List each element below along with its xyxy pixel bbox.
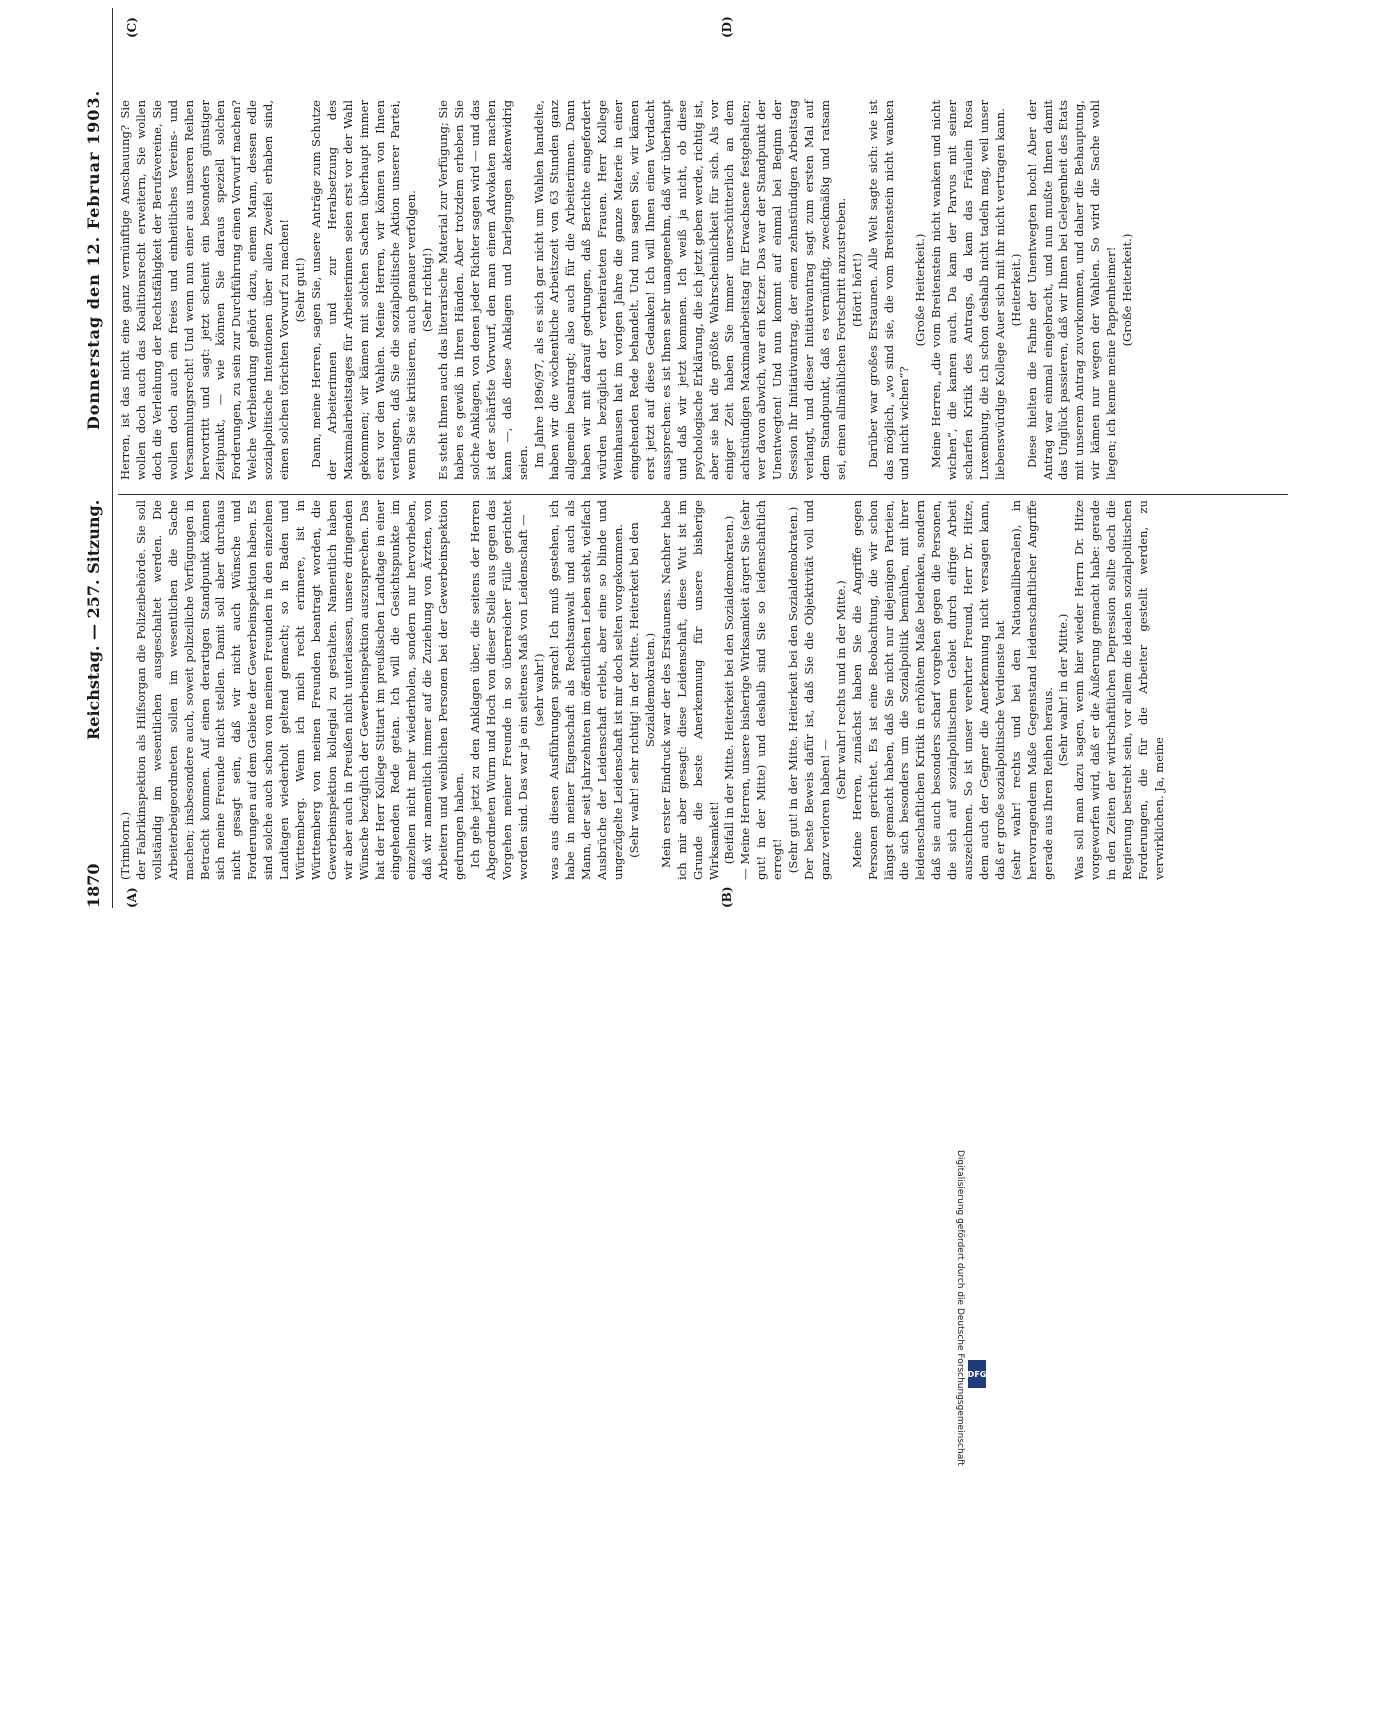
paragraph: (Sehr richtig!) (420, 247, 435, 333)
paragraph: Der beste Beweis dafür ist, daß Sie die Objektivität voll und ganz verloren haben! — (801, 500, 832, 880)
column-divider (118, 494, 1288, 495)
paragraph: (sehr wahr!) (531, 653, 546, 727)
paragraph: (Große Heiterkeit.) (913, 233, 928, 347)
paragraph: (Sehr gut!) (292, 257, 307, 323)
page-header (84, 0, 110, 1000)
header-left-title: Reichstag. — 257. Sitzung. (84, 499, 103, 740)
paragraph: (Große Heiterkeit.) (1120, 233, 1135, 347)
paragraph: (Sehr wahr! in der Mitte.) (1056, 613, 1071, 767)
paragraph: Im Jahre 1896/97, als es sich gar nicht um Wahlen handelte, haben wir die wöchentliche Arbeitszeit von 63 Stunden ganz allgemein beantragt; also auch für die Arbeiterinnen. Dann haben wir mit darauf gedrungen, daß Berichte eingefordert würden bezüglich der verheirateten Frauen. Herr Kollege Weinhausen hat im vorigen Jahre die ganze Materie in einer eingehenden Rede behandelt. Und nun sagen Sie, wir kämen erst jetzt auf diese Gedanken! Ich will Ihnen einen Verdacht aussprechen: es ist Ihnen sehr unangenehm, daß wir überhaupt und daß wir jetzt kommen. Ich weiß ja nicht, ob diese psychologische Erklärung, die ich jetzt geben werde, richtig ist, aber sie hat die größte Wahrscheinlichkeit für sich. Als vor einiger Zeit haben Sie immer unerschütterlich an dem achtstündigen Maximalarbeitstag für Erwachsene festgehalten; wer davon abwich, war ein Ketzer. Das war der Standpunkt der Unentwegten! Und nun kommt auf einmal bei Beginn der Session Ihr Initiativantrag, der einen zehnstündigen Arbeitstag verlangt, und dieser Initiativantrag sagt zum ersten Mal auf dem Standpunkt, daß es vernünftig, zweckmäßig und ratsam sei, einen allmählichen Fortschritt anzustreben. (531, 100, 848, 480)
margin-marker-b: (B) (720, 886, 734, 908)
paragraph: was aus diesen Ausführungen sprach! Ich muß gestehen, ich habe in meiner Eigenschaft als Rechtsanwalt und auch als Mann, der seit Jahrzehnten im öffentlichen Leben steht, vielfach Ausbrüche der Leidenschaft erlebt, aber eine so blinde und ungezügelte Leidenschaft ist mir doch selten vorgekommen. (547, 500, 626, 880)
page-number: 1870 (84, 863, 103, 908)
paragraph: Dann, meine Herren, sagen Sie, unsere Anträge zum Schutze der Arbeiterinnen und zur Herabsetzung des Maximalarbeitstages für Arbeiterinnen seien erst vor der Wahl gekommen; wir kämen mit solchen Sachen überhaupt immer erst vor den Wahlen. Meine Herren, wir können von Ihnen verlangen, daß Sie die sozialpolitische Aktion unserer Partei, wenn Sie sie kritisieren, auch genauer verfolgen. (308, 100, 419, 480)
margin-marker-a: (A) (125, 887, 139, 908)
paragraph: Es steht Ihnen auch das literarische Material zur Verfügung; Sie haben es gewiß in Ihren Händen. Aber trotzdem erheben Sie solche Anklagen, von denen jeder Richter sagen wird — und das ist der schärfste Vorwurf, den man einem Advokaten machen kann —, daß diese Anklagen und Darlegungen aktenwidrig seien. (436, 99, 530, 480)
paragraph: Darüber war großes Erstaunen. Alle Welt sagte sich: wie ist das möglich, „wo sind sie, die vom Breitenstein nicht wanken und nicht wichen“? (865, 100, 912, 480)
header-rule (112, 8, 113, 908)
right-column (118, 100, 1136, 480)
paragraph: Mein erster Eindruck war der des Erstaunens. Nachher habe ich mir aber gesagt: diese Leidenschaft, diese Wut ist im Grunde die beste Anerkennung für unsere bisherige Wirksamkeit! (658, 500, 721, 880)
paragraph: (Sehr wahr! sehr richtig! in der Mitte. Heiterkeit bei den Sozialdemokraten.) (627, 522, 657, 858)
paragraph: Ich gehe jetzt zu den Anklagen über, die seitens der Herren Abgeordneten Wurm und Hoch von dieser Stelle aus gegen das Vorgehen meiner Freunde in so überreicher Fülle gerichtet worden sind. Das war ja ein seltenes Maß von Leidenschaft — (467, 500, 530, 880)
paragraph: Meine Herren, „die vom Breitenstein nicht wanken und nicht wichen“, die kamen auch. Da kam der Parvus mit seiner scharfen Kritik des Antrags, da kam das Fräulein Rosa Luxemburg, die ich schon deshalb nicht tadeln mag, weil unser liebenswürdige Kollege Auer sich mit ihr nicht vertragen kann. (929, 100, 1007, 480)
dfg-logo: DFG (968, 1360, 986, 1388)
margin-marker-d: (D) (720, 16, 734, 38)
paragraph: (sehr wahr! rechts und bei den Nationalliberalen), in hervorragendem Maße Gegenstand leidenschaftlicher Angriffe gerade aus Ihren Reihen heraus. (1008, 500, 1055, 880)
paragraph: Herren, ist das nicht eine ganz vernünftige Anschauung? Sie wollen doch auch das Koalitionsrecht erweitern, Sie wollen doch die Verleihung der Rechtsfähigkeit der Berufsvereine, Sie wollen doch auch ein freies und einheitliches Vereins- und Versammlungsrecht! Und wenn nun einer aus unseren Reihen hervortritt und sagt: jetzt scheint ein besonders günstiger Zeitpunkt, — wie können Sie daraus speziell solchen Forderungen, zu sein zur Durchführung einen Vorwurf machen? Welche Verblendung gehört dazu, einem Mann, dessen edle sozialpolitische Intentionen über allen Zweifel erhaben sind, einen solchen törichten Vorwurf zu machen! (118, 100, 292, 480)
left-column (118, 500, 1168, 880)
paragraph: Was soll man dazu sagen, wenn hier wieder Herrn Dr. Hitze vorgeworfen wird, daß er die Äußerung gemacht habe: gerade in den Zeiten der wirtschaftlichen Depression sollte doch die Regierung bestrebt sein, vor allem die idealen sozialpolitischen Forderungen, die für die Arbeiter gestellt werden, zu verwirklichen. Ja, meine (1072, 500, 1166, 880)
paragraph: — Meine Herren, unsere bisherige Wirksamkeit ärgert Sie (sehr gut! in der Mitte) und deshalb sind Sie so leidenschaftlich erregt! (738, 500, 785, 880)
paragraph: (Sehr wahr! rechts und in der Mitte.) (833, 580, 848, 800)
header-right-title: Donnerstag den 12. Februar 1903. (84, 89, 103, 431)
paragraph: der Fabrikinspektion als Hilfsorgan die Polizeibehörde. Sie soll vollständig im wesentlichen ausgeschaltet werden. Die Arbeiterbeigeordneten sollen im wesentlichen die Sache machen; insbesondere auch, soweit polizeiliche Verfügungen in Betracht kommen. Auf einen derartigen Standpunkt können sich meine Freunde nicht stellen. Damit soll aber durchaus nicht gesagt sein, daß wir nicht auch Wünsche und Forderungen auf dem Gebiete der Gewerbeinspektion haben. Es sind solche auch schon von meinen Freunden in den einzelnen Landtagen wiederholt geltend gemacht; so in Baden und Württemberg. Wenn ich mich recht erinnere, ist in Württemberg von meinen Freunden beantragt worden, die Gewerbeinspektion kollegial zu gestalten. Namentlich haben wir aber auch in Preußen nicht unterlassen, unsere dringenden Wünsche bezüglich der Gewerbeinspektion auszusprechen. Das hat der Herr Kollege Stittart im preußischen Landtage in einer eingehenden Rede getan. Ich will die Gesichtspunkte im einzelnen nicht mehr wiederholen, sondern nur hervorheben, daß wir namentlich immer auf die Zuziehung von Ärzten, von Arbeitern und weiblichen Personen bei der Gewerbeinspektion gedrungen haben. (133, 500, 467, 880)
funding-note: Digitalisierung gefördert durch die Deutsche Forschungsgemeinschaft (955, 1150, 965, 1466)
paragraph: (Hört! hört!) (849, 253, 864, 327)
paragraph: (Heiterkeit.) (1008, 253, 1023, 327)
paragraph: Meine Herren, zunächst haben Sie die Angriffe gegen Personen gerichtet. Es ist eine Beobachtung, die wir schon längst gemacht haben, daß Sie nicht nur diejenigen Parteien, die sich besonders um die Sozialpolitik bemühen, mit ihrer leidenschaftlichen Kritik in erhöhtem Maße bedenken, sondern daß sie auch besonders scharf vorgehen gegen die Personen, die sich auf sozialpolitischem Gebiet durch eifrige Arbeit auszeichnen. So ist unser verehrter Freund, Herr Dr. Hitze, dem auch der Gegner die Anerkennung nicht versagen kann, daß er große sozialpolitische Verdienste hat (849, 500, 1007, 880)
paragraph: Diese hielten die Fahne der Unentwegten hoch! Aber der Antrag war einmal eingebracht, und nun mußte Ihnen damit das Unglück passieren, daß wir Ihnen bei Gelegenheit des Etats mit unserem Antrag zuvorkommen, und daher die Behauptung, wir kämen nur wegen der Wahlen. So wird die Sache wohl liegen; ich kenne meine Pappenheimer! (1024, 100, 1119, 480)
paragraph: (Beifall in der Mitte. Heiterkeit bei den Sozialdemokraten.) (722, 515, 737, 865)
margin-marker-c: (C) (125, 17, 139, 38)
paragraph: (Trimborn.) (118, 811, 132, 880)
paragraph: (Sehr gut! in der Mitte. Heiterkeit bei den Sozialdemokraten.) (786, 506, 801, 874)
